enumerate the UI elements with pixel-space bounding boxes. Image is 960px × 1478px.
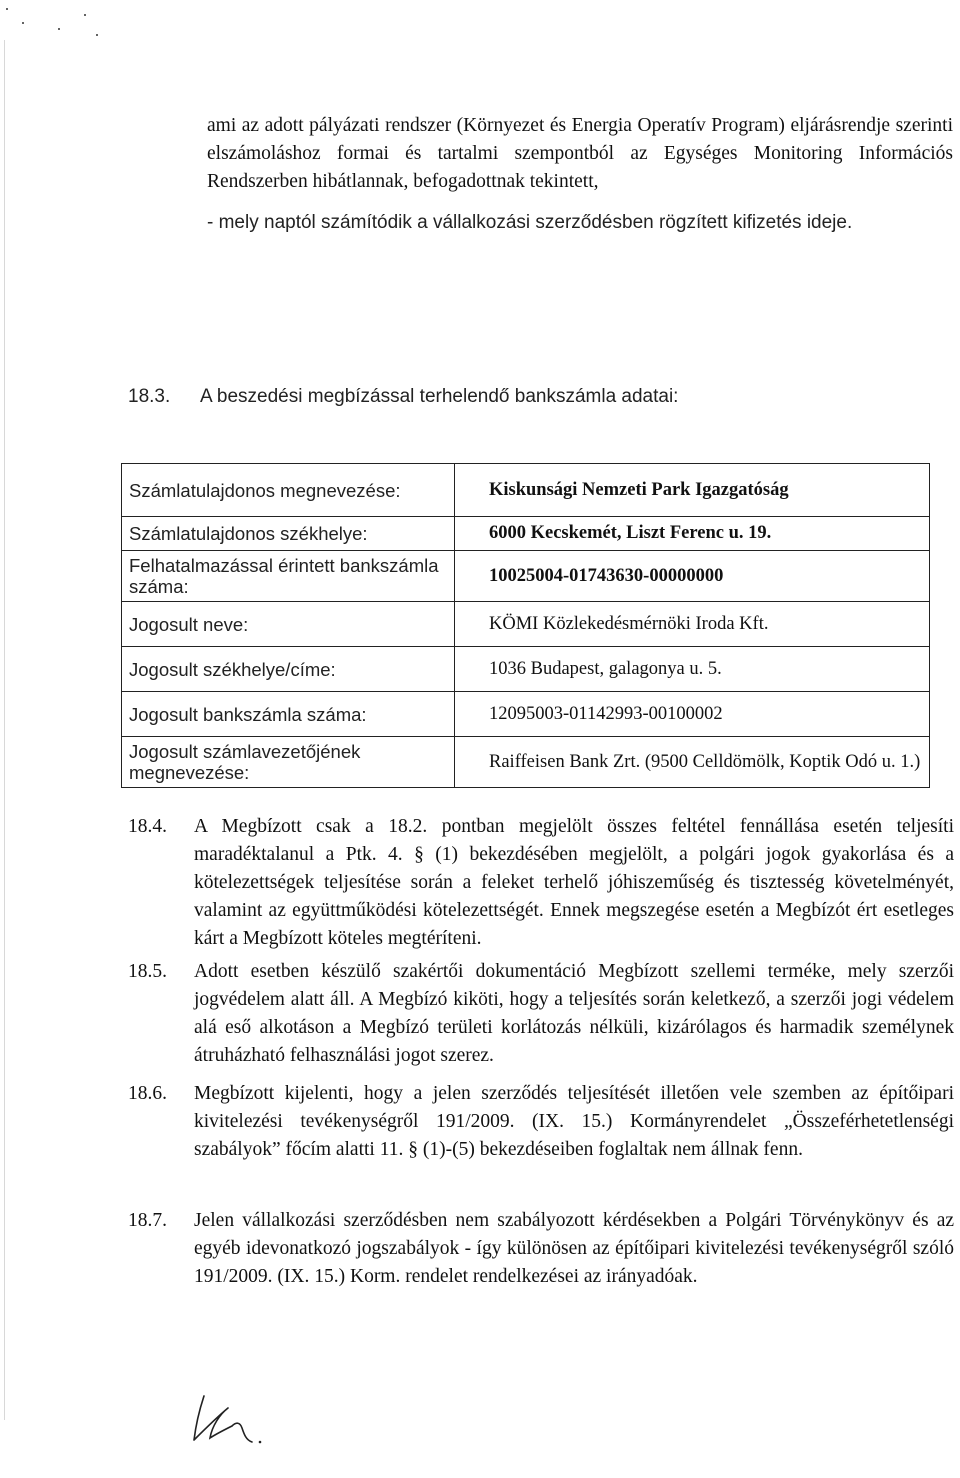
paragraph-text: Jelen vállalkozási szerződésben nem szabályozott kérdésekben a Polgári Törvénykönyv és az egyéb idevonatkozó jogszabályok - így különösen az építőipari kivitelezési tevékenységről szóló 191/2009. (IX. 15.) Korm. rendelet rendelkezései az irányadóak. bbox=[194, 1210, 954, 1287]
scan-speck bbox=[84, 14, 86, 16]
scan-speck bbox=[58, 28, 60, 30]
table-value-cell: 6000 Kecskemét, Liszt Ferenc u. 19. bbox=[455, 517, 930, 551]
table-row bbox=[122, 464, 930, 517]
paragraph-number: 18.4. bbox=[128, 816, 167, 837]
paragraph-text: Adott esetben készülő szakértői dokumentáció Megbízott szellemi terméke, mely szerzői jogvédelem alatt áll. A Megbízó kiköti, hogy a teljesítés során keletkező, a szerzői jogi védelem alá eső alkotáson a Megbízó területi korlátozás nélküli, kizárólagos és harmadik személynek átruházható felhasználási jogot szerez. bbox=[194, 961, 954, 1066]
table-label-cell: Számlatulajdonos székhelye: bbox=[122, 517, 455, 551]
paragraph-number: 18.5. bbox=[128, 961, 167, 982]
table-label-cell: Jogosult számlavezetőjének megnevezése: bbox=[122, 737, 455, 788]
table-row bbox=[122, 551, 930, 602]
paragraph-text: Megbízott kijelenti, hogy a jelen szerződés teljesítését illetően vele szemben az építőipari kivitelezési tevékenységről 191/2009. (IX. 15.) Kormányrendelet „Összeférhetetlenségi szabályok” főcím alatti 11. § (1)-(5) bekezdéseiben foglaltak nem állnak fenn. bbox=[194, 1083, 954, 1160]
table-label-cell: Jogosult bankszámla száma: bbox=[122, 692, 455, 737]
table-value-cell: KÖMI Közlekedésmérnöki Iroda Kft. bbox=[455, 602, 930, 647]
table-label-cell: Számlatulajdonos megnevezése: bbox=[122, 464, 455, 517]
paragraph-18-4 bbox=[128, 813, 954, 953]
table-value-cell: Kiskunsági Nemzeti Park Igazgatóság bbox=[455, 464, 930, 517]
paragraph-text: A Megbízott csak a 18.2. pontban megjelölt összes feltétel fennállása esetén teljesíti maradéktalanul a Ptk. 4. § (1) bekezdésében megjelölt, a polgári jogok gyakorlása és a kötelezettségek teljesítése során a feleket terhelő jóhiszeműség és tisztesség követelményét, valamint az együttműködési kötelezettségét. Ennek megszegése esetén a Megbízót ért esetleges kárt a Megbízott köteles megtéríteni. bbox=[194, 816, 954, 949]
table-label-cell: Felhatalmazással érintett bankszámla száma: bbox=[122, 551, 455, 602]
table-label-cell: Jogosult neve: bbox=[122, 602, 455, 647]
bank-account-table bbox=[121, 463, 930, 788]
section-number: 18.3. bbox=[128, 386, 171, 407]
scan-speck bbox=[96, 34, 98, 36]
handwritten-initials-signature bbox=[182, 1378, 272, 1458]
paragraph-18-7 bbox=[128, 1207, 954, 1291]
paragraph-number: 18.7. bbox=[128, 1210, 167, 1231]
table-row bbox=[122, 737, 930, 788]
paragraph-18-5 bbox=[128, 958, 954, 1070]
table-row bbox=[122, 602, 930, 647]
table-label-cell: Jogosult székhelye/címe: bbox=[122, 647, 455, 692]
table-value-cell: 10025004-01743630-00000000 bbox=[455, 551, 930, 602]
section-title: A beszedési megbízással terhelendő bankszámla adatai: bbox=[200, 386, 679, 407]
scan-edge-line bbox=[4, 40, 5, 1420]
scan-speck bbox=[22, 22, 24, 24]
intro-dash-line: - mely naptól számítódik a vállalkozási szerződésben rögzített kifizetés ideje. bbox=[207, 212, 853, 233]
section-18-3-heading bbox=[128, 386, 678, 408]
paragraph-18-6 bbox=[128, 1080, 954, 1164]
table-value-cell: 12095003-01142993-00100002 bbox=[455, 692, 930, 737]
table-value-cell: 1036 Budapest, galagonya u. 5. bbox=[455, 647, 930, 692]
table-row bbox=[122, 647, 930, 692]
scan-speck bbox=[6, 8, 8, 10]
table-row bbox=[122, 692, 930, 737]
intro-paragraph: ami az adott pályázati rendszer (Környezet és Energia Operatív Program) eljárásrendje szerinti elszámoláshoz formai és tartalmi szempontból az Egységes Monitoring Információs Rendszerben hibátlannak, befogadottnak tekintett, bbox=[207, 115, 953, 192]
table-value-cell: Raiffeisen Bank Zrt. (9500 Celldömölk, Koptik Odó u. 1.) bbox=[455, 737, 930, 788]
paragraph-number: 18.6. bbox=[128, 1083, 167, 1104]
table-row bbox=[122, 517, 930, 551]
